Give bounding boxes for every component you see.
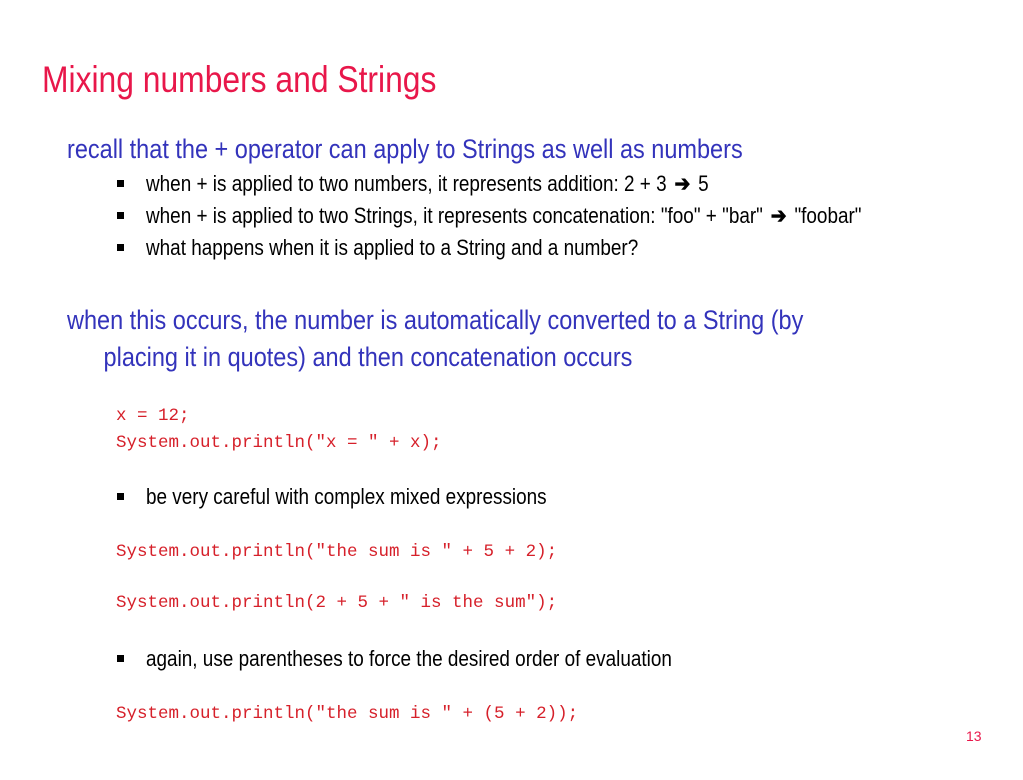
right-arrow-icon: ➔ — [770, 203, 787, 228]
bullet-square-icon — [117, 493, 124, 500]
bullet-addition-after: 5 — [698, 171, 709, 196]
point-auto-conversion-line2: placing it in quotes) and then concatenation occurs — [103, 342, 633, 372]
point-auto-conversion-line1: when this occurs, the number is automatically converted to a String (by — [67, 305, 804, 335]
bullet-addition — [117, 169, 800, 199]
code-line: System.out.println("x = " + x); — [116, 433, 442, 453]
bullet-addition-text — [146, 169, 709, 199]
code-block-x-equals — [116, 403, 442, 457]
right-arrow-icon: ➔ — [674, 171, 691, 196]
code-sum-number-first: System.out.println(2 + 5 + " is the sum"); — [116, 593, 558, 613]
bullet-mixed-question — [117, 233, 718, 263]
bullet-concatenation-before: when + is applied to two Strings, it represents concatenation: "foo" + "bar" — [146, 203, 763, 228]
bullet-careful-text: be very careful with complex mixed expressions — [146, 484, 547, 509]
bullet-concatenation — [117, 201, 978, 231]
point-plus-operator: recall that the + operator can apply to Strings as well as numbers — [67, 134, 743, 164]
code-sum-parenthesized: System.out.println("the sum is " + (5 + 2)); — [116, 704, 579, 724]
bullet-square-icon — [117, 655, 124, 662]
slide-title: Mixing numbers and Strings — [42, 59, 437, 100]
bullet-square-icon — [117, 212, 124, 219]
code-sum-string-first: System.out.println("the sum is " + 5 + 2); — [116, 542, 558, 562]
bullet-concatenation-after: "foobar" — [794, 203, 862, 228]
point-auto-conversion — [67, 302, 803, 376]
page-number: 13 — [966, 728, 982, 744]
bullet-careful — [117, 482, 612, 512]
bullet-parentheses-text: again, use parentheses to force the desired order of evaluation — [146, 646, 672, 671]
code-line: x = 12; — [116, 406, 190, 426]
bullet-concatenation-text — [146, 201, 862, 231]
bullet-square-icon — [117, 180, 124, 187]
bullet-addition-before: when + is applied to two numbers, it represents addition: 2 + 3 — [146, 171, 667, 196]
bullet-mixed-question-text: what happens when it is applied to a String and a number? — [146, 235, 639, 260]
bullet-parentheses — [117, 644, 758, 674]
bullet-square-icon — [117, 244, 124, 251]
